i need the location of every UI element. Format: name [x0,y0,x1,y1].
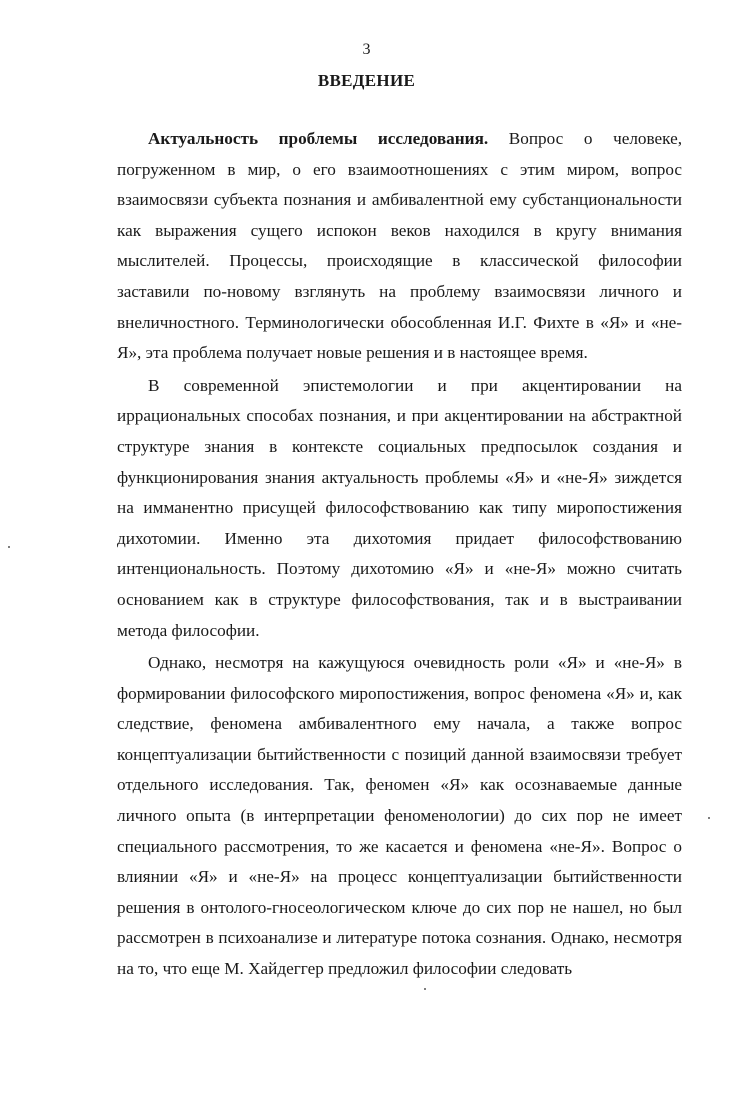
paragraph-lead: Актуальность проблемы исследования. [148,129,489,148]
paragraph-epistemology [117,371,682,646]
paragraph-relevance [117,124,682,369]
page-number: 3 [362,41,371,58]
document-body [117,124,682,985]
scan-speck [424,988,426,990]
paragraph-however [117,648,682,985]
paragraph-text: В современной эпистемологии и при акцентировании на иррациональных способах познания, и при акцентировании на абстрактной структуре знания в контексте социальных предпосылок создания и функционирования знания актуальность проблемы «Я» и «не-Я» зиждется на имманентно присущей философствованию как типу миропостижения дихотомии. Именно эта дихотомия придает философствованию интенциональность. Поэтому дихотомию «Я» и «не-Я» можно считать основанием как в структуре философствования, так и в выстраивании метода философии. [117,375,682,640]
scan-speck [8,546,10,548]
paragraph-text: Вопрос о человеке, погруженном в мир, о его взаимоотношениях с этим миром, вопрос взаимосвязи субъекта познания и амбивалентной ему субстанциональности как выражения сущего испокон веков находился в кругу внимания мыслителей. Процессы, происходящие в классической философии заставили по-новому взглянуть на проблему взаимосвязи личного и внеличностного. Терминологически обособленная И.Г. Фихте в «Я» и «не-Я», эта проблема получает новые решения и в настоящее время. [117,129,682,363]
section-heading: ВВЕДЕНИЕ [317,71,416,90]
scan-speck [708,817,710,819]
paragraph-text: Однако, несмотря на кажущуюся очевидность роли «Я» и «не-Я» в формировании философского миропостижения, вопрос феномена «Я» и, как следствие, феномена амбивалентного ему начала, а также вопрос концептуализации бытийственности с позиций данной взаимосвязи требует отдельного исследования. Так, феномен «Я» как осознаваемые данные личного опыта (в интерпретации феноменологии) до сих пор не имеет специального рассмотрения, то же касается и феномена «не-Я». Вопрос о влиянии «Я» и «не-Я» на процесс концептуализации бытийственности решения в онтолого-гносеологическом ключе до сих пор не нашел, но был рассмотрен в психоанализе и литературе потока сознания. Однако, несмотря на то, что еще М. Хайдеггер предложил философии следовать [117,653,682,979]
